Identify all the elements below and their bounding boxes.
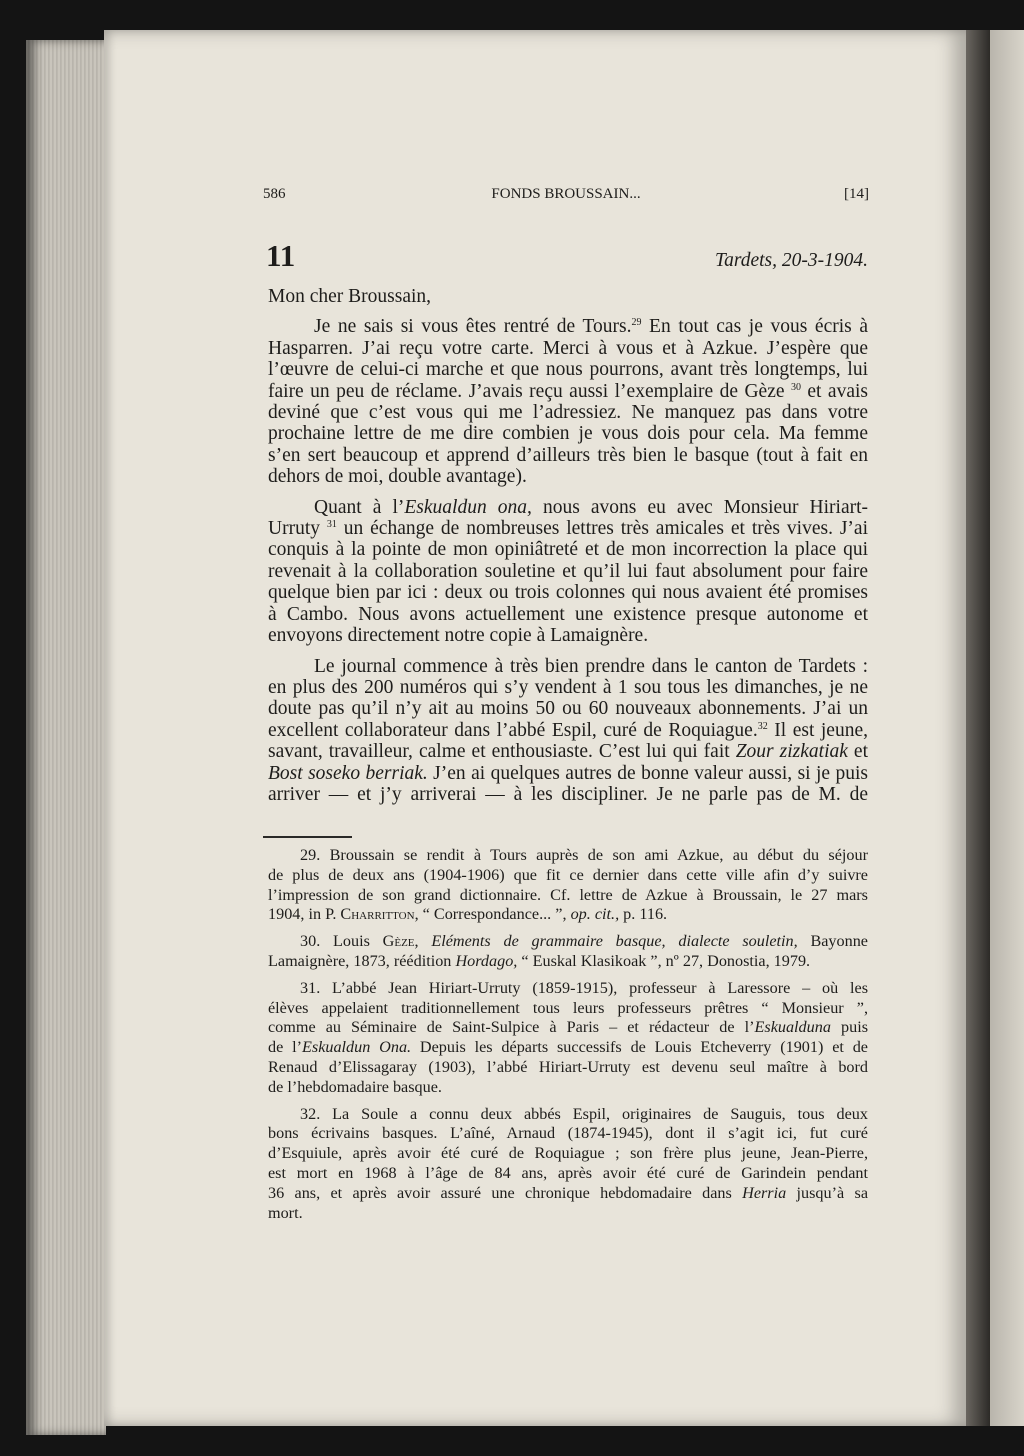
text-line xyxy=(268,784,868,805)
text-line xyxy=(268,539,868,560)
text-run: 36 ans, et après avoir assuré une chronique hebdomadaire dans xyxy=(268,1183,743,1202)
text-run: Je ne sais si vous êtes rentré de Tours. xyxy=(314,316,632,338)
text-line xyxy=(268,932,868,952)
text-line xyxy=(268,1078,868,1098)
text-run: 30. Louis xyxy=(300,932,383,951)
text-run: dehors de moi, double avantage). xyxy=(268,466,527,488)
text-run: arriver — et j’y arriverai — à les discipliner. Je ne parle pas de M. de xyxy=(268,783,868,805)
text-line xyxy=(268,886,868,906)
body-paragraph xyxy=(268,316,868,487)
body-paragraph xyxy=(268,656,868,806)
text-line xyxy=(268,518,868,539)
text-run: Urruty xyxy=(268,518,327,540)
text-run: de l’ xyxy=(268,1038,302,1057)
book-page-edges xyxy=(26,40,106,1435)
page-number: 586 xyxy=(263,186,286,202)
text-run: Quant à l’ xyxy=(314,496,405,518)
letter-number: 11 xyxy=(266,238,296,273)
text-run: bons écrivains basques. L’aîné, Arnaud (1874-1945), dont il s’agit ici, fut curé xyxy=(268,1124,868,1143)
italic-run: Herria xyxy=(742,1183,787,1202)
text-line xyxy=(268,625,868,646)
text-run: Le journal commence à très bien prendre dans le canton de Tardets : xyxy=(314,655,868,677)
letter-body xyxy=(268,286,868,814)
text-line xyxy=(268,741,868,762)
small-caps-name: Charritton xyxy=(340,905,415,924)
body-paragraph xyxy=(268,286,868,307)
text-run: jusqu’à sa xyxy=(786,1183,868,1202)
text-run: 29. Broussain se rendit à Tours auprès de son ami Azkue, au début du séjour xyxy=(300,846,868,864)
italic-run: Hordago, xyxy=(455,951,518,970)
text-line xyxy=(268,604,868,625)
text-run: revenait à la collaboration souletine et qu’il lui faut absolument pour faire xyxy=(268,560,868,582)
text-line xyxy=(268,846,868,866)
text-line xyxy=(268,402,868,423)
text-run: 1904, in P. xyxy=(268,905,341,924)
footnote-ref: 30 xyxy=(790,381,801,393)
text-run: 32. La Soule a connu deux abbés Espil, originaires de Sauguis, tous deux xyxy=(300,1104,868,1123)
section-number: [14] xyxy=(844,186,869,202)
body-paragraph xyxy=(268,497,868,647)
text-run: savant, travailleur, calme et enthousiaste. C’est lui qui fait xyxy=(268,741,736,763)
text-run: , “ Correspondance... ”, xyxy=(414,905,571,924)
text-run: l’impression de son grand dictionnaire. Cf. lettre de Azkue à Broussain, le 27 mars xyxy=(268,885,868,904)
italic-run: Bost soseko berriak. xyxy=(268,762,428,784)
text-run: de plus de deux ans (1904-1906) que fit ce dernier dans cette ville afin d’y suivre xyxy=(268,865,868,884)
text-run: s’en sert beaucoup et apprend d’ailleurs très bien le basque (tout à fait en xyxy=(268,444,868,466)
text-run: Bayonne xyxy=(797,932,868,951)
italic-run: op. cit., xyxy=(570,905,620,924)
text-line xyxy=(268,905,868,925)
small-caps-name: Gèze xyxy=(382,932,415,951)
text-run: J’en ai quelques autres de bonne valeur aussi, si je puis xyxy=(427,762,868,784)
text-run: nous avons eu avec Monsieur Hiriart- xyxy=(531,496,869,518)
footnote-rule xyxy=(263,836,352,838)
text-run: “ Euskal Klasikoak ”, nº 27, Donostia, 1979. xyxy=(517,951,811,970)
book-gutter xyxy=(966,30,990,1426)
letter-dateline: Tardets, 20-3-1904. xyxy=(715,250,868,271)
text-run: puis xyxy=(830,1018,868,1037)
text-line xyxy=(268,979,868,999)
text-run: un échange de nombreuses lettres très amicales et très vives. J’ai xyxy=(336,518,868,540)
text-line xyxy=(268,466,868,487)
text-run: Mon cher Broussain, xyxy=(268,286,432,307)
footnote xyxy=(268,979,868,1098)
text-run: à Cambo. Nous avons actuellement une existence presque autonome et xyxy=(268,603,868,625)
text-run: quelque bien par ici : deux ou trois colonnes qui nous avaient été promises xyxy=(268,582,868,604)
text-line xyxy=(268,497,868,518)
text-line xyxy=(268,1204,868,1224)
text-line xyxy=(268,1184,868,1204)
text-line xyxy=(268,1164,868,1184)
text-run: et avais xyxy=(800,380,868,402)
footnote-ref: 29 xyxy=(631,317,642,329)
running-header xyxy=(263,186,869,206)
text-run: élèves appelaient traditionnellement tous leurs professeurs prêtres “ Monsieur ”, xyxy=(268,998,868,1017)
text-line xyxy=(268,1038,868,1058)
running-title: FONDS BROUSSAIN... xyxy=(491,186,641,202)
text-line xyxy=(268,359,868,380)
italic-run: Zour zizkatiak xyxy=(735,741,848,763)
text-line xyxy=(268,720,868,741)
text-line xyxy=(268,338,868,359)
text-run: est mort en 1968 à l’âge de 84 ans, après avoir été curé de Garindein pendant xyxy=(268,1163,868,1182)
text-run: Hasparren. J’ai reçu votre carte. Merci à vous et à Azkue. J’espère que xyxy=(268,337,868,359)
text-line xyxy=(268,1018,868,1038)
text-run: deviné que c’est vous qui me l’adressiez. Ne manquez pas dans votre xyxy=(268,402,868,424)
text-run: envoyons directement notre copie à Lamaignère. xyxy=(268,625,649,647)
text-line xyxy=(268,445,868,466)
text-line xyxy=(268,423,868,444)
text-line xyxy=(268,952,868,972)
text-line xyxy=(268,561,868,582)
text-line xyxy=(268,381,868,402)
footnote-ref: 31 xyxy=(326,519,337,531)
text-line xyxy=(268,999,868,1019)
text-line xyxy=(268,1058,868,1078)
text-line xyxy=(268,698,868,719)
text-line xyxy=(268,582,868,603)
text-run: l’œuvre de celui-ci marche et que nous pourrons, avant très longtemps, lui xyxy=(268,359,868,381)
footnote-ref: 32 xyxy=(757,720,768,732)
text-run: conquis à la pointe de mon opiniâtreté et de mon incorrection la place qui xyxy=(268,539,868,561)
text-run: faire un peu de réclame. J’avais reçu aussi l’exemplaire de Gèze xyxy=(268,380,791,402)
italic-run: Eskualduna xyxy=(754,1018,831,1037)
italic-run: Eléments de grammaire basque, dialecte souletin, xyxy=(431,932,798,951)
text-run: excellent collaborateur dans l’abbé Espil, curé de Roquiague. xyxy=(268,719,758,741)
text-run: , xyxy=(414,932,432,951)
text-run: mort. xyxy=(268,1203,303,1222)
footnote xyxy=(268,846,868,925)
text-line xyxy=(268,763,868,784)
text-run: et xyxy=(847,741,868,763)
text-run: Depuis les départs successifs de Louis Etcheverry (1901) et de xyxy=(411,1038,868,1057)
text-line xyxy=(268,656,868,677)
text-run: comme au Séminaire de Saint-Sulpice à Paris – et rédacteur de l’ xyxy=(268,1018,755,1037)
text-run: p. 116. xyxy=(619,905,668,924)
text-line xyxy=(268,1144,868,1164)
text-line xyxy=(268,316,868,337)
text-run: doute pas qu’il n’y ait au moins 50 ou 60 nouveaux abonnements. J’ai un xyxy=(268,698,868,720)
text-run: en plus des 200 numéros qui s’y vendent à 1 sou tous les dimanches, je ne xyxy=(268,676,868,698)
italic-run: Eskualdun Ona. xyxy=(302,1038,412,1057)
text-run: Lamaignère, 1873, réédition xyxy=(268,951,456,970)
text-line xyxy=(268,866,868,886)
next-page-edge xyxy=(990,30,1024,1426)
text-run: Il est jeune, xyxy=(767,719,868,741)
text-run: de l’hebdomadaire basque. xyxy=(268,1077,442,1096)
text-run: Renaud d’Elissagaray (1903), l’abbé Hiriart-Urruty est devenu seul maître à bord xyxy=(268,1057,868,1076)
footnotes xyxy=(268,846,868,1230)
text-run: 31. L’abbé Jean Hiriart-Urruty (1859-1915), professeur à Laressore – où les xyxy=(300,978,868,997)
text-line xyxy=(268,1124,868,1144)
text-line xyxy=(268,677,868,698)
footnote xyxy=(268,1105,868,1224)
text-line xyxy=(268,286,868,307)
footnote xyxy=(268,932,868,972)
italic-run: Eskualdun ona, xyxy=(404,496,532,518)
text-run: En tout cas je vous écris à xyxy=(641,316,868,338)
text-line xyxy=(268,1105,868,1125)
text-run: d’Esquiule, après avoir été curé de Roquiague ; son frère plus jeune, Jean-Pierre, xyxy=(268,1144,868,1163)
text-run: prochaine lettre de me dire combien je vous dois pour cela. Ma femme xyxy=(268,423,868,445)
